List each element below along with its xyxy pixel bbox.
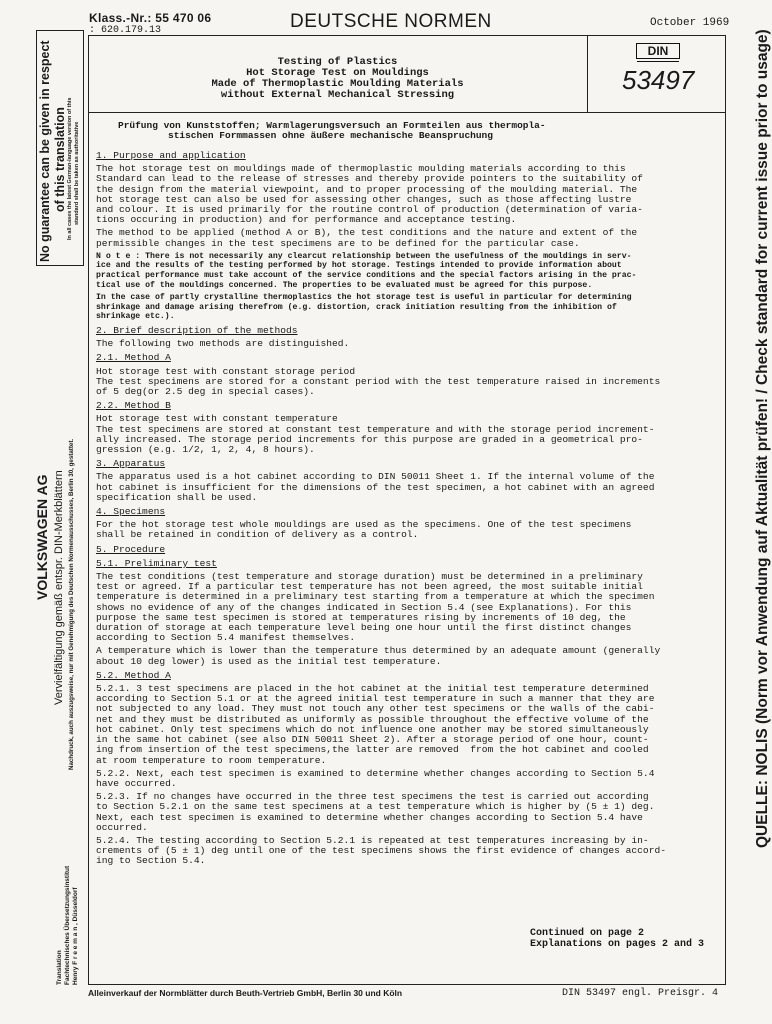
title-line-3: Made of Thermoplastic Moulding Materials <box>211 78 464 90</box>
section-5-2-heading: 5.2. Method A <box>96 669 171 681</box>
section-5-2-1-paragraph: 5.2.1. 3 test specimens are placed in the hot cabinet at the initial test temperature determined according to Section 5.1 or at the agreed initial test temperature in such a manner that they are not subjected to any load. They must not touch any other test specimens or the walls of the cabi- net and they must be distributed as uniformly as possible throughout the effective volume of the hot cabinet. Only test specimens which do not influence one another may be stored simultaneously in the same hot cabinet (see also DIN 50011 Sheet 2). After a storage period of one hour, count- ing from insertion of the test specimens,the latter are removed from the hot cabinet and cooled at room temperature to room temperature. <box>96 683 655 766</box>
german-title-line-2: stischen Formmassen ohne äußere mechanische Beanspruchung <box>168 130 493 141</box>
reproduction-note: Vervielfältigung gemäß entspr. DIN-Merkblättern <box>53 470 65 705</box>
german-title-line-1: Prüfung von Kunststoffen; Warmlagerungsversuch an Formteilen aus thermopla- <box>118 120 546 131</box>
footer-din-ref: DIN 53497 engl. Preisgr. 4 <box>562 988 719 999</box>
section-4-paragraph: For the hot storage test whole mouldings are used as the specimens. One of the test specimens shall be retained in condition of delivery as a control. <box>96 519 632 541</box>
guarantee-line-3: In all cases the latest German-language version of this <box>67 97 73 240</box>
translator-name: Henry F r e e m a n , Düsseldorf <box>72 887 79 985</box>
section-5-1-heading: 5.1. Preliminary test <box>96 557 217 569</box>
din-number: 53497 <box>622 65 695 95</box>
section-3-heading: 3. Apparatus <box>96 458 166 470</box>
udc-number: : 620.179.13 <box>89 25 162 36</box>
translation-institute: Fachtechnisches Übersetzungsinstitut <box>64 865 71 985</box>
continued-line-2: Explanations on pages 2 and 3 <box>530 939 705 950</box>
title-line-1: Testing of Plastics <box>277 56 398 68</box>
din-number-box <box>588 35 726 113</box>
section-3-paragraph: The apparatus used is a hot cabinet according to DIN 50011 Sheet 1. If the internal volume of the hot cabinet is insufficient for the dimensions of the test specimen, a hot cabinet with an agreed specification shall be used. <box>96 471 655 503</box>
guarantee-line-2: of this translation <box>53 107 67 212</box>
translation-label: Translation <box>56 950 63 985</box>
section-2-1-heading: 2.1. Method A <box>96 352 171 364</box>
guarantee-line-4: standard shall be taken as authoritative <box>74 121 80 225</box>
section-2-2-paragraph: Hot storage test with constant temperature The test specimens are stored at constant test temperature and with the storage period increment- ally increased. The storage period increments for this purpose are graded in a geometrical pro- gression (e.g. 1/2, 1, 2, 4, 8 hours). <box>96 413 655 456</box>
title-line-4: without External Mechanical Stressing <box>220 89 455 101</box>
reprint-note: Nachdruck, auch auszugsweise, nur mit Genehmigung des Deutschen Normenausschusses, Berlin 30, gestattet. <box>68 438 75 770</box>
section-2-2-heading: 2.2. Method B <box>96 400 171 412</box>
section-5-1-paragraph-1: The test conditions (test temperature and storage duration) must be determined in a preliminary test or agreed. If a particular test temperature has not been agreed, the most suitable initial temperature is determined in a preliminary test starting from a temperature at which the specimen shows no evidence of any of the changes indicated in Section 5.4 (see Explanations). For this purpose the same test specimen is stored at temperatures rising by increments of 10 deg, the duration of storage at each temperature level being one hour until the first distinct changes according to Section 5.4 manifest themselves. <box>96 571 655 644</box>
section-1-note: N o t e : There is not necessarily any clearcut relationship between the usefulness of the mouldings in serv- ice and the results of the testing performed by hot storage. Testings intended to provide information about practical performance must take account of the service conditions and the special factors arising in the prac- tical use of the mouldings concerned. The properties to be evaluated must be agreed for this purpose. <box>96 251 637 290</box>
section-2-paragraph: The following two methods are distinguished. <box>96 338 350 350</box>
volkswagen-stamp: VOLKSWAGEN AG <box>34 474 50 600</box>
section-4-heading: 4. Specimens <box>96 506 166 518</box>
guarantee-line-1: No guarantee can be given in respect <box>38 40 52 262</box>
footer-distribution: Alleinverkauf der Normblätter durch Beuth-Vertrieb GmbH, Berlin 30 und Köln <box>88 988 403 998</box>
norm-series-title: DEUTSCHE NORMEN <box>290 11 492 32</box>
section-1-note-2: In the case of partly crystalline thermoplastics the hot storage test is useful in particular for determining shrinkage and damage arising therefrom (e.g. distortion, crack initiation resulting from the inhibition of shrinkage etc.). <box>96 293 632 322</box>
german-title <box>118 121 546 141</box>
section-1-paragraph-1: The hot storage test on mouldings made of thermoplastic moulding materials according to this Standard can lead to the release of stresses and thereby provide pointers to the suitability of the design from the material viewpoint, and to proper processing of the moulding material. The hot storage test can also be used for assessing other changes, such as those affecting lustre and colour. It is used primarily for the routine control of production (determination of varia- tions occuring in production) and for performance and acceptance testing. <box>96 163 643 226</box>
section-2-1-paragraph: Hot storage test with constant storage period The test specimens are stored for a constant period with the test temperature raised in increments of 5 deg(or 2.5 deg in special cases). <box>96 365 661 397</box>
title-line-2: Hot Storage Test on Mouldings <box>246 67 429 79</box>
section-5-1-paragraph-2: A temperature which is lower than the temperature thus determined by an adequate amount (generally about 10 deg lower) is used as the initial test temperature. <box>96 645 661 667</box>
source-strip: QUELLE: NOLIS (Norm vor Anwendung auf Aktualität prüfen! / Check standard for current issue prior to usage) <box>754 29 771 848</box>
section-5-heading: 5. Procedure <box>96 543 166 555</box>
title-box <box>88 35 588 113</box>
section-5-2-2-paragraph: 5.2.2. Next, each test specimen is examined to determine whether changes according to Section 5.4 have occurred. <box>96 767 655 789</box>
continuation-note <box>530 928 704 950</box>
continued-line-1: Continued on page 2 <box>530 928 645 939</box>
section-1-heading: 1. Purpose and application <box>96 150 246 161</box>
section-5-2-3-paragraph: 5.2.3. If no changes have occurred in the three test specimens the test is carried out according to Section 5.2.1 on the same test specimens at a test temperature which is higher by (5 ± 1) deg. Next, each test specimen is examined to determine whether changes according to Section 5.4 have occurred. <box>96 791 655 833</box>
class-number: Klass.-Nr.: 55 470 06 <box>89 11 212 25</box>
section-2-heading: 2. Brief description of the methods <box>96 324 298 336</box>
section-5-2-4-paragraph: 5.2.4. The testing according to Section 5.2.1 is repeated at test temperatures increasing by in- crements of (5 ± 1) deg until one of the test specimens shows the first evidence of changes accord- ing to Section 5.4. <box>96 834 666 867</box>
section-1-paragraph-2: The method to be applied (method A or B), the test conditions and the nature and extent of the permissible changes in the test specimens are to be defined for the particular case. <box>96 227 638 249</box>
din-logo: DIN <box>636 43 680 59</box>
document-body <box>96 147 726 870</box>
issue-date: October 1969 <box>650 17 730 29</box>
